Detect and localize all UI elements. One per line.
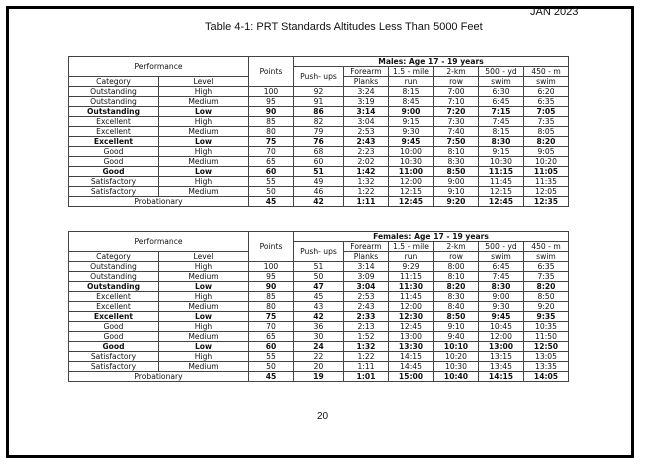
cell-run: 12:45 [389, 322, 434, 332]
cell-swim500: 6:30 [479, 87, 524, 97]
pushups-header: Push- ups [294, 242, 344, 262]
cell-planks: 3:24 [344, 87, 389, 97]
cell-run: 13:00 [389, 332, 434, 342]
row-header: 2-km [434, 67, 479, 77]
planks-header: Planks [344, 252, 389, 262]
cell-swim500: 6:45 [479, 262, 524, 272]
cell-planks: 1:52 [344, 332, 389, 342]
cell-run: 11:15 [389, 272, 434, 282]
cell-swim450: 14:05 [524, 372, 569, 382]
cell-category: Excellent [69, 292, 159, 302]
category-header: Category [69, 77, 159, 87]
cell-category: Good [69, 322, 159, 332]
cell-swim500: 12:45 [479, 197, 524, 207]
cell-run: 9:15 [389, 117, 434, 127]
cell-row: 8:20 [434, 282, 479, 292]
cell-swim500: 6:45 [479, 97, 524, 107]
females-standards-table [68, 231, 569, 382]
cell-pushups: 50 [294, 272, 344, 282]
cell-planks: 1:32 [344, 177, 389, 187]
cell-swim500: 9:15 [479, 147, 524, 157]
cell-category: Good [69, 342, 159, 352]
cell-pushups: 47 [294, 282, 344, 292]
table-row [69, 117, 569, 127]
document-date: JAN 2023 [530, 6, 579, 18]
cell-row: 10:30 [434, 362, 479, 372]
cell-level: Low [159, 137, 249, 147]
cell-run: 12:45 [389, 197, 434, 207]
table-row [69, 187, 569, 197]
cell-level: High [159, 87, 249, 97]
cell-pushups: 43 [294, 302, 344, 312]
cell-run: 11:30 [389, 282, 434, 292]
cell-swim450: 11:50 [524, 332, 569, 342]
cell-swim500: 14:15 [479, 372, 524, 382]
cell-swim500: 11:15 [479, 167, 524, 177]
cell-category: Excellent [69, 117, 159, 127]
cell-level: Low [159, 342, 249, 352]
group-header: Males: Age 17 - 19 years [294, 57, 569, 67]
cell-level: High [159, 262, 249, 272]
table-row [69, 292, 569, 302]
cell-swim450: 9:35 [524, 312, 569, 322]
cell-row: 9:40 [434, 332, 479, 342]
males-standards-table [68, 56, 569, 207]
cell-category: Good [69, 167, 159, 177]
cell-run: 13:30 [389, 342, 434, 352]
cell-swim450: 12:50 [524, 342, 569, 352]
run-unit-header: run [389, 77, 434, 87]
table-row [69, 87, 569, 97]
cell-pushups: 68 [294, 147, 344, 157]
cell-category: Outstanding [69, 262, 159, 272]
cell-planks: 3:19 [344, 97, 389, 107]
header-row [69, 57, 569, 67]
table-row [69, 302, 569, 312]
cell-points: 95 [249, 272, 294, 282]
cell-category: Excellent [69, 312, 159, 322]
cell-planks: 2:53 [344, 127, 389, 137]
cell-row: 10:10 [434, 342, 479, 352]
cell-run: 9:00 [389, 107, 434, 117]
header-row [69, 232, 569, 242]
cell-category: Good [69, 147, 159, 157]
cell-points: 55 [249, 352, 294, 362]
cell-points: 80 [249, 127, 294, 137]
cell-pushups: 46 [294, 187, 344, 197]
cell-row: 9:00 [434, 177, 479, 187]
swim450-unit-header: swim [524, 252, 569, 262]
swim500-unit-header: swim [479, 77, 524, 87]
cell-points: 70 [249, 322, 294, 332]
cell-swim450: 6:35 [524, 262, 569, 272]
table-row [69, 332, 569, 342]
cell-points: 80 [249, 302, 294, 312]
cell-swim450: 10:35 [524, 322, 569, 332]
cell-planks: 2:02 [344, 157, 389, 167]
cell-category: Excellent [69, 302, 159, 312]
cell-level: High [159, 292, 249, 302]
cell-run: 12:00 [389, 177, 434, 187]
cell-planks: 3:09 [344, 272, 389, 282]
cell-points: 45 [249, 372, 294, 382]
table-row [69, 107, 569, 117]
cell-planks: 2:43 [344, 137, 389, 147]
cell-level: High [159, 117, 249, 127]
cell-category: Outstanding [69, 97, 159, 107]
cell-swim450: 8:50 [524, 292, 569, 302]
table-row [69, 262, 569, 272]
table-row [69, 177, 569, 187]
cell-points: 65 [249, 157, 294, 167]
cell-planks: 2:13 [344, 322, 389, 332]
cell-swim450: 11:35 [524, 177, 569, 187]
run-header: 1.5 - mile [389, 67, 434, 77]
cell-category: Excellent [69, 137, 159, 147]
cell-planks: 1:22 [344, 352, 389, 362]
performance-header: Performance [69, 57, 249, 77]
probationary-row [69, 197, 569, 207]
cell-row: 7:50 [434, 137, 479, 147]
cell-planks: 3:04 [344, 282, 389, 292]
cell-category: Outstanding [69, 272, 159, 282]
cell-points: 70 [249, 147, 294, 157]
cell-row: 8:50 [434, 312, 479, 322]
probationary-label: Probationary [69, 372, 249, 382]
cell-swim450: 9:05 [524, 147, 569, 157]
cell-pushups: 24 [294, 342, 344, 352]
cell-points: 65 [249, 332, 294, 342]
cell-pushups: 22 [294, 352, 344, 362]
cell-swim500: 7:45 [479, 117, 524, 127]
cell-pushups: 79 [294, 127, 344, 137]
cell-swim450: 10:20 [524, 157, 569, 167]
cell-planks: 1:11 [344, 197, 389, 207]
cell-row: 8:40 [434, 302, 479, 312]
cell-points: 100 [249, 87, 294, 97]
cell-run: 9:45 [389, 137, 434, 147]
cell-pushups: 30 [294, 332, 344, 342]
cell-level: Medium [159, 97, 249, 107]
cell-row: 9:10 [434, 322, 479, 332]
cell-row: 10:20 [434, 352, 479, 362]
probationary-row [69, 372, 569, 382]
cell-pushups: 91 [294, 97, 344, 107]
cell-row: 7:10 [434, 97, 479, 107]
cell-category: Outstanding [69, 107, 159, 117]
cell-row: 8:50 [434, 167, 479, 177]
cell-level: Low [159, 107, 249, 117]
cell-level: Low [159, 167, 249, 177]
cell-points: 85 [249, 292, 294, 302]
cell-category: Satisfactory [69, 362, 159, 372]
cell-swim500: 8:30 [479, 282, 524, 292]
cell-row: 9:10 [434, 187, 479, 197]
cell-swim500: 9:00 [479, 292, 524, 302]
cell-pushups: 76 [294, 137, 344, 147]
cell-pushups: 42 [294, 197, 344, 207]
cell-row: 8:30 [434, 292, 479, 302]
cell-pushups: 42 [294, 312, 344, 322]
cell-row: 8:10 [434, 147, 479, 157]
cell-run: 8:15 [389, 87, 434, 97]
cell-swim450: 12:05 [524, 187, 569, 197]
swim500-header: 500 - yd [479, 67, 524, 77]
row-unit-header: row [434, 252, 479, 262]
cell-run: 12:00 [389, 302, 434, 312]
cell-points: 75 [249, 312, 294, 322]
cell-pushups: 45 [294, 292, 344, 302]
cell-row: 8:10 [434, 272, 479, 282]
cell-level: High [159, 177, 249, 187]
cell-swim500: 13:45 [479, 362, 524, 372]
cell-run: 12:30 [389, 312, 434, 322]
cell-swim500: 7:45 [479, 272, 524, 282]
cell-swim450: 8:20 [524, 137, 569, 147]
cell-run: 9:29 [389, 262, 434, 272]
cell-planks: 1:32 [344, 342, 389, 352]
cell-swim450: 8:05 [524, 127, 569, 137]
cell-category: Satisfactory [69, 177, 159, 187]
table-row [69, 157, 569, 167]
cell-points: 90 [249, 282, 294, 292]
cell-row: 8:00 [434, 262, 479, 272]
cell-swim500: 11:45 [479, 177, 524, 187]
table-row [69, 312, 569, 322]
cell-run: 11:45 [389, 292, 434, 302]
cell-swim450: 7:35 [524, 272, 569, 282]
table-title: Table 4-1: PRT Standards Altitudes Less Than 5000 Feet [205, 21, 483, 33]
cell-row: 7:30 [434, 117, 479, 127]
cell-swim500: 8:30 [479, 137, 524, 147]
cell-swim450: 7:35 [524, 117, 569, 127]
cell-row: 10:40 [434, 372, 479, 382]
cell-level: Low [159, 312, 249, 322]
cell-planks: 3:14 [344, 107, 389, 117]
cell-category: Excellent [69, 127, 159, 137]
cell-row: 7:40 [434, 127, 479, 137]
cell-planks: 1:11 [344, 362, 389, 372]
cell-level: High [159, 322, 249, 332]
table-row [69, 322, 569, 332]
cell-points: 50 [249, 187, 294, 197]
swim450-header: 450 - m [524, 67, 569, 77]
cell-swim500: 9:30 [479, 302, 524, 312]
table-row [69, 272, 569, 282]
swim500-unit-header: swim [479, 252, 524, 262]
cell-run: 10:00 [389, 147, 434, 157]
cell-row: 8:30 [434, 157, 479, 167]
cell-swim500: 13:00 [479, 342, 524, 352]
cell-planks: 1:22 [344, 187, 389, 197]
points-header: Points [249, 57, 294, 87]
forearm-header: Forearm [344, 242, 389, 252]
cell-swim450: 12:35 [524, 197, 569, 207]
cell-planks: 2:23 [344, 147, 389, 157]
table-row [69, 127, 569, 137]
group-header: Females: Age 17 - 19 years [294, 232, 569, 242]
cell-swim450: 9:20 [524, 302, 569, 312]
cell-level: High [159, 147, 249, 157]
cell-run: 12:15 [389, 187, 434, 197]
cell-run: 9:30 [389, 127, 434, 137]
cell-category: Satisfactory [69, 187, 159, 197]
probationary-label: Probationary [69, 197, 249, 207]
cell-swim500: 9:45 [479, 312, 524, 322]
cell-level: Medium [159, 127, 249, 137]
cell-category: Outstanding [69, 282, 159, 292]
cell-swim500: 12:15 [479, 187, 524, 197]
cell-pushups: 86 [294, 107, 344, 117]
forearm-header: Forearm [344, 67, 389, 77]
cell-pushups: 92 [294, 87, 344, 97]
cell-row: 7:20 [434, 107, 479, 117]
cell-pushups: 19 [294, 372, 344, 382]
run-header: 1.5 - mile [389, 242, 434, 252]
cell-pushups: 51 [294, 262, 344, 272]
cell-run: 14:15 [389, 352, 434, 362]
cell-run: 14:45 [389, 362, 434, 372]
cell-points: 75 [249, 137, 294, 147]
cell-category: Satisfactory [69, 352, 159, 362]
table-row [69, 342, 569, 352]
cell-swim450: 7:05 [524, 107, 569, 117]
cell-pushups: 82 [294, 117, 344, 127]
swim500-header: 500 - yd [479, 242, 524, 252]
page-number: 20 [317, 411, 329, 422]
cell-planks: 2:43 [344, 302, 389, 312]
performance-header: Performance [69, 232, 249, 252]
level-header: Level [159, 252, 249, 262]
cell-level: Medium [159, 362, 249, 372]
run-unit-header: run [389, 252, 434, 262]
cell-swim500: 7:15 [479, 107, 524, 117]
cell-pushups: 20 [294, 362, 344, 372]
cell-planks: 2:33 [344, 312, 389, 322]
table-row [69, 97, 569, 107]
table-row [69, 352, 569, 362]
swim450-unit-header: swim [524, 77, 569, 87]
cell-category: Good [69, 157, 159, 167]
table-row [69, 137, 569, 147]
cell-level: High [159, 352, 249, 362]
cell-swim450: 13:05 [524, 352, 569, 362]
cell-category: Outstanding [69, 87, 159, 97]
cell-category: Good [69, 332, 159, 342]
cell-swim450: 6:35 [524, 97, 569, 107]
cell-swim450: 6:20 [524, 87, 569, 97]
cell-run: 11:00 [389, 167, 434, 177]
cell-pushups: 36 [294, 322, 344, 332]
cell-planks: 1:01 [344, 372, 389, 382]
cell-level: Medium [159, 157, 249, 167]
category-header: Category [69, 252, 159, 262]
cell-swim500: 13:15 [479, 352, 524, 362]
cell-swim500: 12:00 [479, 332, 524, 342]
cell-level: Medium [159, 302, 249, 312]
cell-points: 95 [249, 97, 294, 107]
cell-pushups: 60 [294, 157, 344, 167]
cell-swim450: 8:20 [524, 282, 569, 292]
cell-run: 15:00 [389, 372, 434, 382]
cell-points: 60 [249, 167, 294, 177]
cell-run: 10:30 [389, 157, 434, 167]
cell-swim450: 13:35 [524, 362, 569, 372]
cell-points: 100 [249, 262, 294, 272]
cell-level: Medium [159, 332, 249, 342]
row-unit-header: row [434, 77, 479, 87]
cell-swim500: 10:45 [479, 322, 524, 332]
points-header: Points [249, 232, 294, 262]
cell-points: 55 [249, 177, 294, 187]
cell-points: 50 [249, 362, 294, 372]
cell-points: 60 [249, 342, 294, 352]
cell-points: 90 [249, 107, 294, 117]
cell-level: Low [159, 282, 249, 292]
planks-header: Planks [344, 77, 389, 87]
cell-run: 8:45 [389, 97, 434, 107]
table-row [69, 282, 569, 292]
cell-planks: 3:14 [344, 262, 389, 272]
table-row [69, 147, 569, 157]
cell-row: 7:00 [434, 87, 479, 97]
cell-planks: 2:53 [344, 292, 389, 302]
row-header: 2-km [434, 242, 479, 252]
cell-swim450: 11:05 [524, 167, 569, 177]
cell-swim500: 10:30 [479, 157, 524, 167]
cell-points: 85 [249, 117, 294, 127]
cell-level: Medium [159, 272, 249, 282]
cell-points: 45 [249, 197, 294, 207]
pushups-header: Push- ups [294, 67, 344, 87]
table-row [69, 362, 569, 372]
cell-planks: 1:42 [344, 167, 389, 177]
cell-row: 9:20 [434, 197, 479, 207]
cell-level: Medium [159, 187, 249, 197]
level-header: Level [159, 77, 249, 87]
table-row [69, 167, 569, 177]
swim450-header: 450 - m [524, 242, 569, 252]
cell-pushups: 51 [294, 167, 344, 177]
cell-pushups: 49 [294, 177, 344, 187]
cell-planks: 3:04 [344, 117, 389, 127]
cell-swim500: 8:15 [479, 127, 524, 137]
